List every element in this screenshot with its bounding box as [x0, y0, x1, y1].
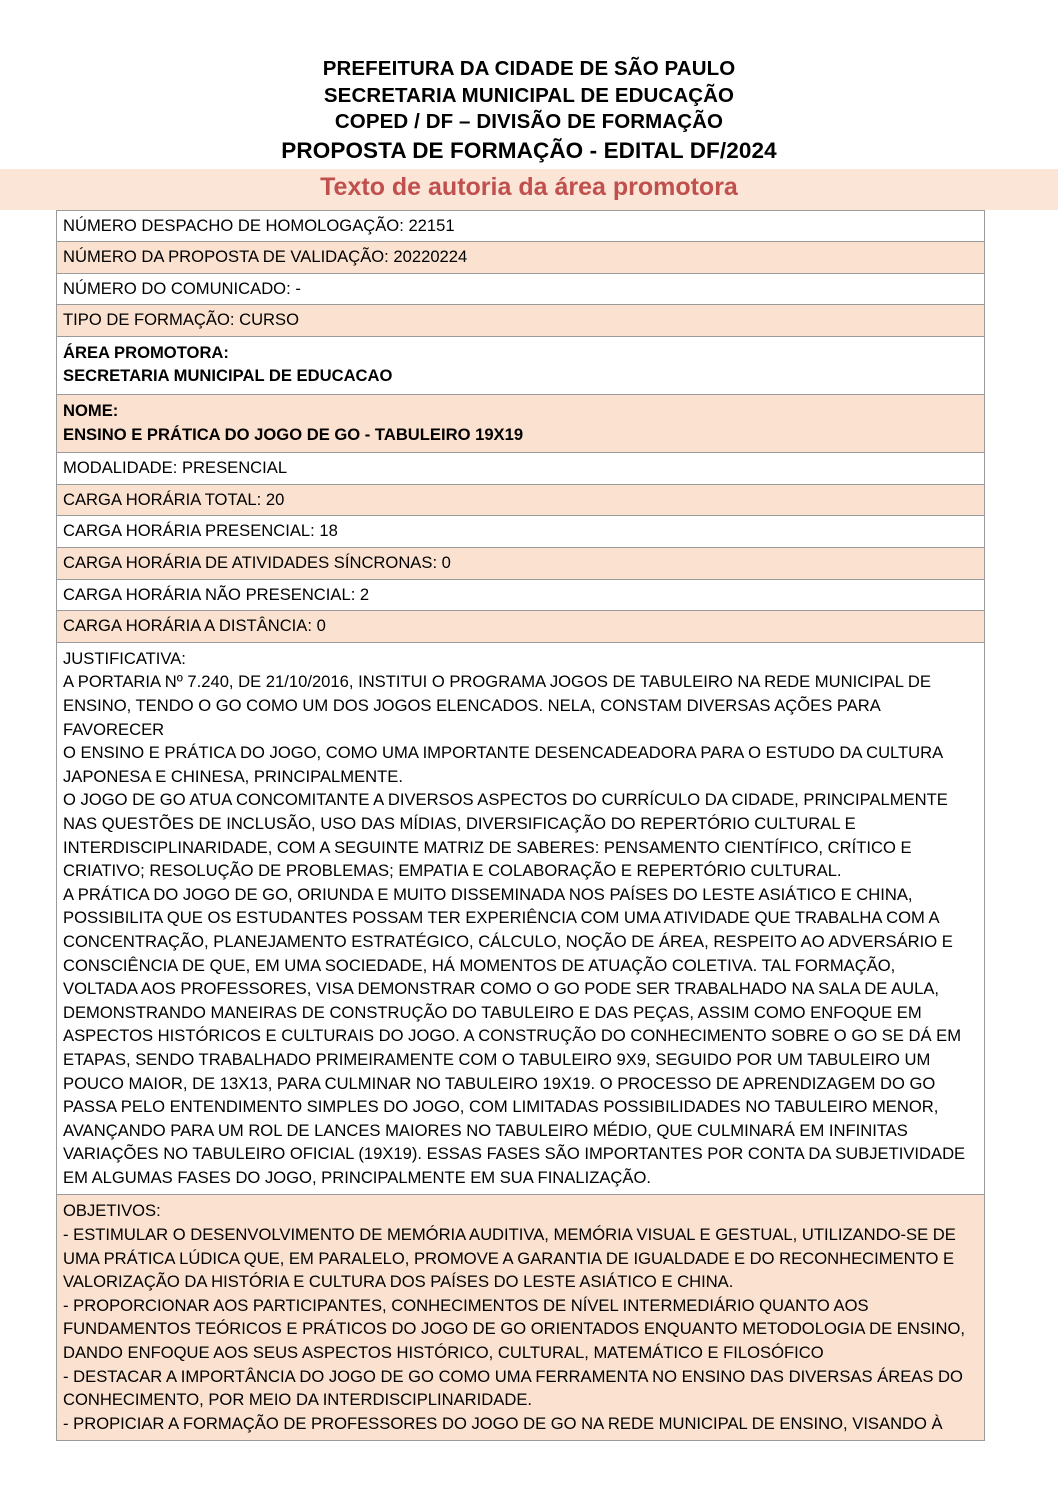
- area-promotora-label: ÁREA PROMOTORA:: [63, 342, 229, 362]
- objetivos-line: - PROPORCIONAR AOS PARTICIPANTES, CONHECIMENTOS DE NÍVEL INTERMEDIÁRIO QUANTO AOS: [63, 1295, 869, 1315]
- field-despacho-homologacao: NÚMERO DESPACHO DE HOMOLOGAÇÃO: 22151: [57, 210, 985, 242]
- objetivos-line: DANDO ENFOQUE AOS SEUS ASPECTOS HISTÓRICO, CULTURAL, MATEMÁTICO E FILOSÓFICO: [63, 1343, 824, 1363]
- field-tipo-formacao: TIPO DE FORMAÇÃO: CURSO: [57, 305, 985, 337]
- objetivos-line: - DESTACAR A IMPORTÂNCIA DO JOGO DE GO COMO UMA FERRAMENTA NO ENSINO DAS DIVERSAS ÁREAS DO: [63, 1366, 963, 1386]
- justificativa-line: POUCO MAIOR, DE 13X13, PARA CULMINAR NO TABULEIRO 19X19. O PROCESSO DE APRENDIZAGEM DO GO: [63, 1073, 936, 1093]
- table-row-carga-presencial: [57, 516, 985, 548]
- table-row-tipo-formacao: [57, 305, 985, 337]
- objetivos-line: FUNDAMENTOS TEÓRICOS E PRÁTICOS DO JOGO DE GO ORIENTADOS ENQUANTO METODOLOGIA DE ENSINO,: [63, 1319, 966, 1339]
- justificativa-line: DEMONSTRANDO MANEIRAS DE CONSTRUÇÃO DO TABULEIRO E DAS PEÇAS, ASSIM COMO ENFOQUE EM: [63, 1002, 922, 1022]
- table-row-carga-total: [57, 484, 985, 516]
- table-row-carga-distancia: [57, 611, 985, 643]
- field-justificativa: [57, 642, 985, 1195]
- field-nome: [57, 395, 985, 453]
- nome-label: NOME:: [63, 401, 119, 421]
- nome-value: ENSINO E PRÁTICA DO JOGO DE GO - TABULEIRO 19X19: [63, 424, 524, 444]
- table-row-modalidade: [57, 453, 985, 485]
- field-objetivos: [57, 1195, 985, 1441]
- justificativa-line: A PORTARIA Nº 7.240, DE 21/10/2016, INSTITUI O PROGRAMA JOGOS DE TABULEIRO NA REDE MUNICIPAL DE: [63, 672, 931, 692]
- proposal-fields-table: [56, 210, 985, 1442]
- authorship-banner: [0, 169, 1058, 210]
- field-proposta-validacao: NÚMERO DA PROPOSTA DE VALIDAÇÃO: 20220224: [57, 242, 985, 274]
- justificativa-line: ETAPAS, SENDO TRABALHADO PRIMEIRAMENTE COM O TABULEIRO 9X9, SEGUIDO POR UM TABULEIRO UM: [63, 1049, 931, 1069]
- justificativa-line: A PRÁTICA DO JOGO DE GO, ORIUNDA E MUITO DISSEMINADA NOS PAÍSES DO LESTE ASIÁTICO E CHINA,: [63, 884, 913, 904]
- justificativa-line: CRIATIVO; RESOLUÇÃO DE PROBLEMAS; EMPATIA E COLABORAÇÃO E REPERTÓRIO CULTURAL.: [63, 861, 842, 881]
- objetivos-line: - PROPICIAR A FORMAÇÃO DE PROFESSORES DO JOGO DE GO NA REDE MUNICIPAL DE ENSINO, VISANDO À: [63, 1413, 943, 1433]
- justificativa-line: PASSA PELO ENTENDIMENTO SIMPLES DO JOGO, COM LIMITADAS POSSIBILIDADES NO TABULEIRO MENOR,: [63, 1097, 939, 1117]
- justificativa-line: INTERDISCIPLINARIDADE, COM A SEGUINTE MATRIZ DE SABERES: PENSAMENTO CIENTÍFICO, CRÍTICO E: [63, 837, 912, 857]
- table-row-carga-sincronas: [57, 548, 985, 580]
- justificativa-line: POSSIBILITA QUE OS ESTUDANTES POSSAM TER EXPERIÊNCIA COM UMA ATIVIDADE QUE TRABALHA COM A: [63, 908, 940, 928]
- justificativa-line: O ENSINO E PRÁTICA DO JOGO, COMO UMA IMPORTANTE DESENCADEADORA PARA O ESTUDO DA CULTURA: [63, 743, 944, 763]
- field-carga-presencial: CARGA HORÁRIA PRESENCIAL: 18: [57, 516, 985, 548]
- objetivos-line: UMA PRÁTICA LÚDICA QUE, EM PARALELO, PROMOVE A GARANTIA DE IGUALDADE E DO RECONHECIMENTO E: [63, 1248, 955, 1268]
- document-heading: [0, 0, 1058, 165]
- justificativa-line: JAPONESA E CHINESA, PRINCIPALMENTE.: [63, 766, 403, 786]
- heading-line-coped: COPED / DF – DIVISÃO DE FORMAÇÃO: [334, 110, 724, 133]
- field-carga-distancia: CARGA HORÁRIA A DISTÂNCIA: 0: [57, 611, 985, 643]
- heading-line-prefeitura: PREFEITURA DA CIDADE DE SÃO PAULO: [322, 57, 736, 80]
- field-modalidade: MODALIDADE: PRESENCIAL: [57, 453, 985, 485]
- field-carga-sincronas: CARGA HORÁRIA DE ATIVIDADES SÍNCRONAS: 0: [57, 548, 985, 580]
- field-carga-total: CARGA HORÁRIA TOTAL: 20: [57, 484, 985, 516]
- area-promotora-value: SECRETARIA MUNICIPAL DE EDUCACAO: [63, 366, 393, 386]
- justificativa-line: AVANÇANDO PARA UM ROL DE LANCES MAIORES NO TABULEIRO MÉDIO, QUE CULMINARÁ EM INFINITAS: [63, 1120, 908, 1140]
- justificativa-line: VARIAÇÕES NO TABULEIRO OFICIAL (19X19). ESSAS FASES SÃO IMPORTANTES POR CONTA DA SUBJETIVIDADE: [63, 1144, 966, 1164]
- authorship-banner-text: Texto de autoria da área promotora: [320, 172, 738, 201]
- table-row-comunicado: [57, 273, 985, 305]
- table-row-nome: [57, 395, 985, 453]
- heading-line-proposta: PROPOSTA DE FORMAÇÃO - EDITAL DF/2024: [281, 137, 777, 163]
- field-carga-nao-presencial: CARGA HORÁRIA NÃO PRESENCIAL: 2: [57, 579, 985, 611]
- objetivos-label: OBJETIVOS:: [63, 1201, 161, 1221]
- justificativa-line: ASPECTOS HISTÓRICOS E CULTURAIS DO JOGO. A CONSTRUÇÃO DO CONHECIMENTO SOBRE O GO SE DÁ EM: [63, 1026, 962, 1046]
- objetivos-line: - ESTIMULAR O DESENVOLVIMENTO DE MEMÓRIA AUDITIVA, MEMÓRIA VISUAL E GESTUAL, UTILIZANDO-SE DE: [63, 1225, 956, 1245]
- objetivos-line: CONHECIMENTO, POR MEIO DA INTERDISCIPLINARIDADE.: [63, 1390, 532, 1410]
- justificativa-line: EM ALGUMAS FASES DO JOGO, PRINCIPALMENTE EM SUA FINALIZAÇÃO.: [63, 1167, 651, 1187]
- objetivos-line: VALORIZAÇÃO DA HISTÓRIA E CULTURA DOS PAÍSES DO LESTE ASIÁTICO E CHINA.: [63, 1272, 734, 1292]
- table-row-justificativa: [57, 642, 985, 1195]
- justificativa-line: O JOGO DE GO ATUA CONCOMITANTE A DIVERSOS ASPECTOS DO CURRÍCULO DA CIDADE, PRINCIPALMENTE: [63, 790, 948, 810]
- justificativa-line: ENSINO, TENDO O GO COMO UM DOS JOGOS ELENCADOS. NELA, CONSTAM DIVERSAS AÇÕES PARA FAVORECER: [63, 696, 880, 739]
- table-row-objetivos: [57, 1195, 985, 1441]
- heading-line-secretaria: SECRETARIA MUNICIPAL DE EDUCAÇÃO: [323, 83, 735, 107]
- justificativa-line: CONSCIÊNCIA DE QUE, EM UMA SOCIEDADE, HÁ MOMENTOS DE ATUAÇÃO COLETIVA. TAL FORMAÇÃO,: [63, 955, 896, 975]
- justificativa-line: VOLTADA AOS PROFESSORES, VISA DEMONSTRAR COMO O GO PODE SER TRABALHADO NA SALA DE AULA,: [63, 979, 940, 999]
- table-row-carga-nao-presencial: [57, 579, 985, 611]
- field-area-promotora: [57, 336, 985, 394]
- justificativa-line: CONCENTRAÇÃO, PLANEJAMENTO ESTRATÉGICO, CÁLCULO, NOÇÃO DE ÁREA, RESPEITO AO ADVERSÁRIO E: [63, 931, 953, 951]
- table-row-despacho-homologacao: [57, 210, 985, 242]
- field-comunicado: NÚMERO DO COMUNICADO: -: [57, 273, 985, 305]
- table-row-proposta-validacao: [57, 242, 985, 274]
- justificativa-label: JUSTIFICATIVA:: [63, 648, 186, 668]
- table-row-area-promotora: [57, 336, 985, 394]
- justificativa-line: NAS QUESTÕES DE INCLUSÃO, USO DAS MÍDIAS, DIVERSIFICAÇÃO DO REPERTÓRIO CULTURAL E: [63, 813, 856, 833]
